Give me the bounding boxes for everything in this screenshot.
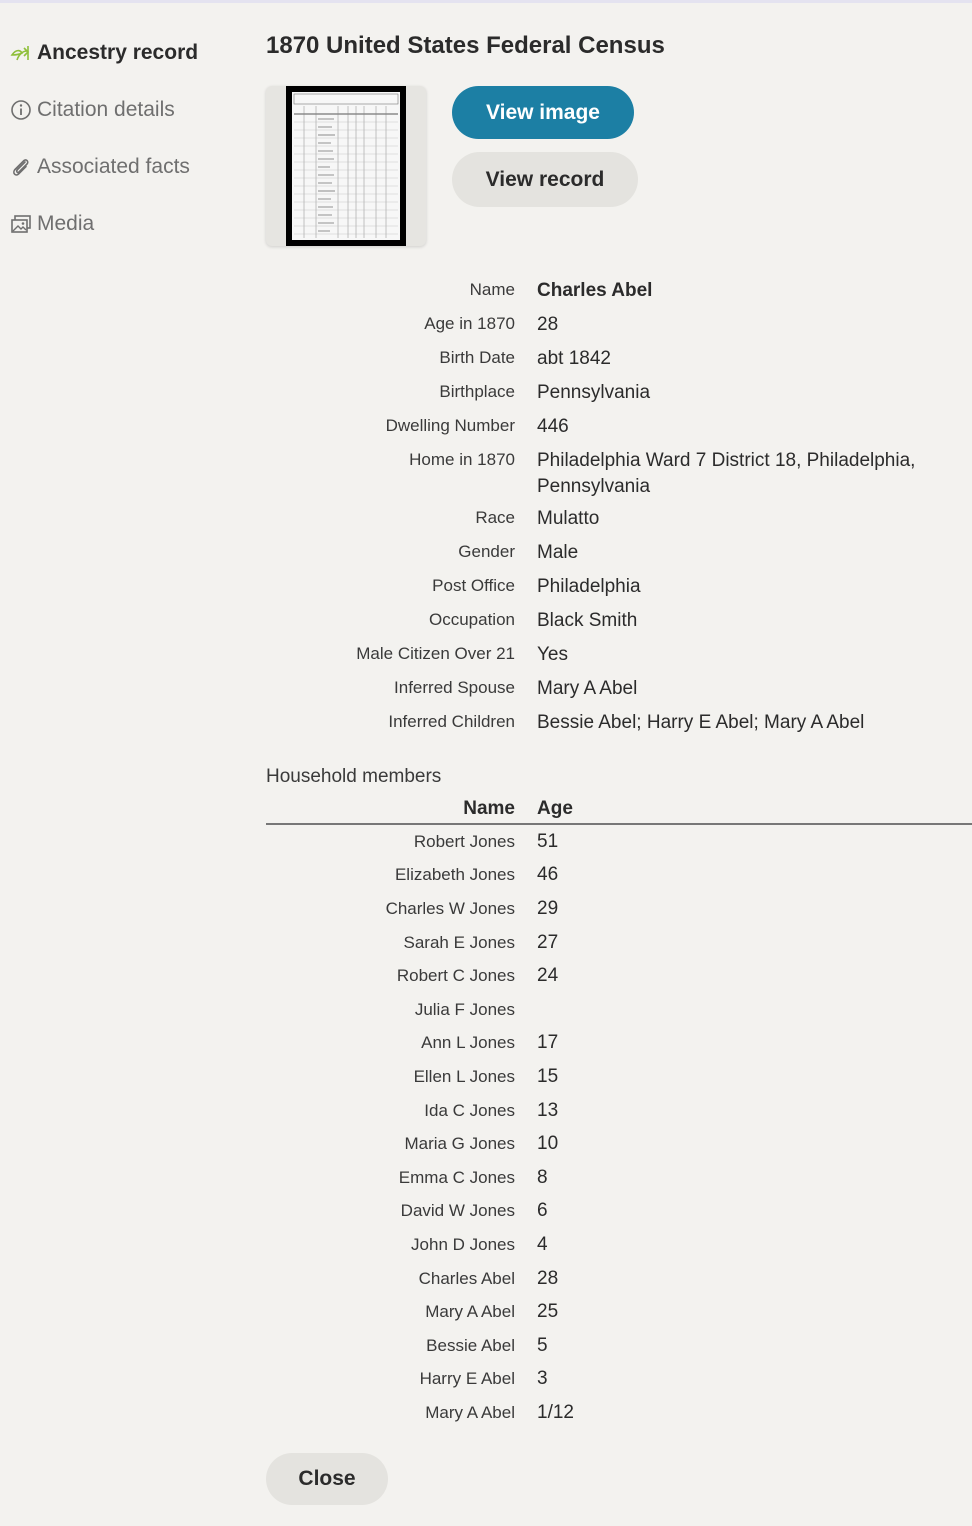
member-name: Ida C Jones [424, 1100, 515, 1120]
member-name: Mary A Abel [425, 1402, 515, 1422]
sidebar-item-label: Citation details [37, 98, 175, 121]
member-age: 3 [537, 1368, 548, 1390]
fact-label: Post Office [432, 576, 515, 595]
fact-value: Black Smith [537, 610, 638, 631]
member-age: 24 [537, 965, 559, 987]
table-row [266, 1262, 972, 1296]
table-row [266, 1060, 972, 1094]
fact-label: Name [469, 280, 515, 299]
fact-label: Inferred Spouse [394, 678, 515, 697]
fact-row-race [266, 506, 972, 540]
member-name: Emma C Jones [398, 1167, 515, 1187]
fact-label: Occupation [429, 610, 515, 629]
fact-value: abt 1842 [537, 348, 611, 369]
member-name: Ellen L Jones [413, 1066, 515, 1086]
sidebar-item-ancestry-record[interactable] [10, 34, 250, 72]
sidebar-item-label: Ancestry record [37, 41, 199, 64]
member-name: John D Jones [411, 1234, 515, 1254]
top-divider [0, 0, 972, 3]
fact-row-inferred-children [266, 710, 972, 744]
census-image-thumbnail[interactable] [266, 86, 426, 246]
member-age: 13 [537, 1099, 559, 1121]
member-age: 6 [537, 1200, 548, 1222]
member-age: 8 [537, 1166, 548, 1188]
page-title: 1870 United States Federal Census [266, 32, 665, 59]
table-row [266, 1228, 972, 1262]
member-age: 27 [537, 931, 559, 953]
sidebar-item-label: Media [37, 212, 95, 235]
table-row [266, 1363, 972, 1397]
member-name: David W Jones [400, 1201, 515, 1221]
member-age: 10 [537, 1133, 559, 1155]
member-name: Sarah E Jones [403, 932, 515, 952]
fact-value: Bessie Abel; Harry E Abel; Mary A Abel [537, 712, 865, 733]
table-row [266, 892, 972, 926]
census-page-lines [292, 92, 400, 240]
fact-row-dwelling-number [266, 414, 972, 448]
table-row [266, 926, 972, 960]
fact-value: Mary A Abel [537, 678, 638, 699]
fact-row-occupation [266, 608, 972, 642]
member-name: Elizabeth Jones [394, 865, 515, 885]
member-name: Maria G Jones [404, 1134, 515, 1154]
member-name: Mary A Abel [425, 1302, 515, 1322]
member-name: Julia F Jones [414, 999, 515, 1019]
member-name: Robert Jones [413, 831, 515, 851]
table-row [266, 993, 972, 1027]
table-row [266, 959, 972, 993]
table-row [266, 1094, 972, 1128]
table-row [266, 825, 972, 859]
table-row [266, 1396, 972, 1430]
member-age: 1/12 [537, 1401, 574, 1423]
table-row [266, 1027, 972, 1061]
view-record-button[interactable]: View record [452, 152, 638, 207]
fact-value: Male [537, 542, 579, 563]
view-image-button[interactable]: View image [452, 86, 634, 139]
image-icon [10, 213, 32, 235]
fact-label: Race [475, 508, 515, 527]
member-age: 29 [537, 897, 559, 919]
member-name: Charles Abel [418, 1268, 515, 1288]
sidebar-item-label: Associated facts [37, 155, 190, 178]
record-panel [266, 28, 972, 1423]
member-name: Bessie Abel [426, 1335, 515, 1355]
fact-value: Charles Abel [537, 280, 653, 301]
fact-label: Birthplace [439, 382, 515, 401]
leaf-icon [10, 42, 32, 64]
fact-label: Gender [458, 542, 515, 561]
household-table-header [266, 791, 972, 825]
member-name: Ann L Jones [421, 1033, 515, 1053]
census-page-preview [286, 86, 406, 246]
member-age: 25 [537, 1301, 559, 1323]
fact-value: 446 [537, 416, 569, 437]
column-header-name: Name [463, 798, 515, 819]
fact-row-birth-date [266, 346, 972, 380]
table-row [266, 1195, 972, 1229]
member-age: 46 [537, 864, 559, 886]
table-row [266, 1127, 972, 1161]
table-row [266, 1161, 972, 1195]
fact-value: Philadelphia [537, 576, 641, 597]
sidebar [10, 34, 250, 262]
fact-label: Dwelling Number [385, 416, 515, 435]
record-facts-table [266, 278, 972, 744]
fact-value: Yes [537, 644, 568, 665]
member-name: Charles W Jones [385, 898, 515, 918]
fact-row-birthplace [266, 380, 972, 414]
member-age: 15 [537, 1065, 559, 1087]
fact-row-gender [266, 540, 972, 574]
fact-row-home [266, 448, 972, 506]
fact-label: Birth Date [439, 348, 515, 367]
member-age: 28 [537, 1267, 559, 1289]
fact-label: Inferred Children [388, 712, 515, 731]
member-age: 17 [537, 1032, 559, 1054]
sidebar-item-media[interactable] [10, 205, 250, 243]
table-row [266, 1295, 972, 1329]
member-name: Harry E Abel [419, 1369, 515, 1389]
fact-label: Home in 1870 [409, 450, 515, 469]
fact-value: 28 [537, 314, 559, 335]
column-header-age: Age [537, 798, 573, 819]
member-age: 51 [537, 830, 559, 852]
fact-value: Philadelphia Ward 7 District 18, Philadelphia, Pennsylvania [537, 450, 916, 497]
table-row [266, 859, 972, 893]
fact-value: Pennsylvania [537, 382, 651, 403]
sidebar-item-associated-facts[interactable] [10, 148, 250, 186]
media-row [266, 86, 972, 256]
fact-value: Mulatto [537, 508, 600, 529]
member-age: 4 [537, 1233, 548, 1255]
household-members-section [266, 763, 972, 1430]
fact-row-age [266, 312, 972, 346]
table-row [266, 1329, 972, 1363]
member-age: 5 [537, 1334, 548, 1356]
fact-row-name [266, 278, 972, 312]
household-title: Household members [266, 766, 442, 787]
fact-row-male-citizen [266, 642, 972, 676]
sidebar-item-citation-details[interactable] [10, 91, 250, 129]
paperclip-icon [10, 156, 32, 178]
fact-label: Male Citizen Over 21 [356, 644, 515, 663]
fact-row-inferred-spouse [266, 676, 972, 710]
close-button[interactable]: Close [266, 1453, 388, 1505]
info-icon [10, 99, 32, 121]
fact-label: Age in 1870 [424, 314, 515, 333]
fact-row-post-office [266, 574, 972, 608]
member-name: Robert C Jones [396, 966, 515, 986]
